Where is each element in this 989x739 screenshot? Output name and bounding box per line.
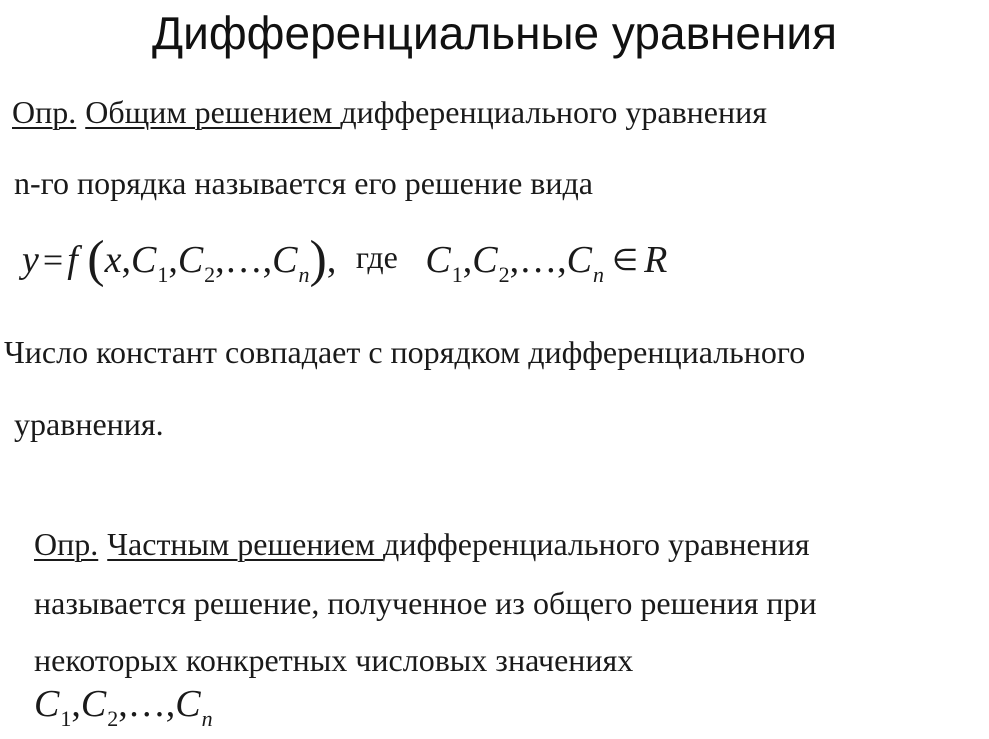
formula-x: x (104, 239, 122, 281)
general-solution-formula: y = f $(x,C_1,C_2,\dots,C_n)$, где $C_1,C_2,\dots,C_n$ ∈ R (22, 231, 668, 288)
formula-right-paren: ) (309, 231, 327, 288)
definition2-opr: Опр. (34, 526, 99, 562)
definition1-line2: n-го порядка называется его решение вида (14, 165, 593, 201)
particular-constants-formula: $C_1,C_2,\dots,C_n$ (34, 683, 213, 731)
definition1-opr: Опр. (12, 94, 77, 130)
formula-f: f (67, 239, 78, 281)
note-line2: уравнения. (14, 406, 164, 442)
formula-equals: = (42, 240, 64, 280)
formula-gde: где (355, 239, 398, 275)
formula-left-paren: ( (87, 231, 105, 288)
definition2-line1 (34, 524, 810, 564)
definition2-term: Частным решением (107, 526, 384, 562)
definition2-line1-rest: дифференциального уравнения (383, 526, 810, 562)
element-of-symbol: ∈ (611, 244, 639, 277)
definition1-line1 (12, 92, 767, 132)
definition1-line1-rest: дифференциального уравнения (340, 94, 767, 130)
definition1-term: Общим решением (85, 94, 341, 130)
slide-title: Дифференциальные уравнения (151, 7, 838, 59)
formula-y: y (22, 239, 39, 281)
note-line1: Число констант совпадает с порядком дифференциального (4, 334, 806, 370)
formula-R: R (644, 239, 668, 281)
definition2-line2: называется решение, полученное из общего решения при (34, 585, 817, 621)
definition2-line3: некоторых конкретных числовых значениях (34, 642, 634, 678)
